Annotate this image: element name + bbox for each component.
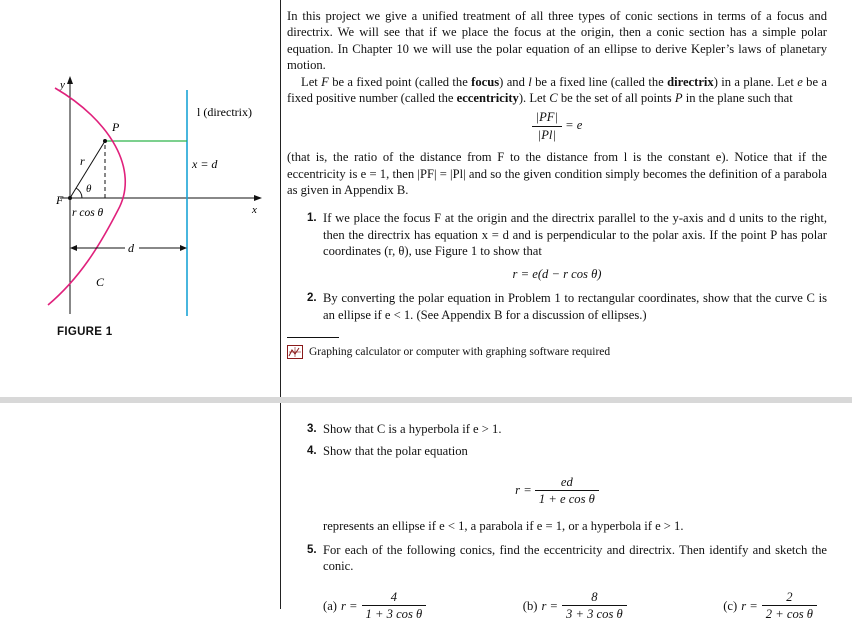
point-p-dot bbox=[103, 139, 107, 143]
figure-1-diagram bbox=[0, 0, 280, 320]
problem-4-equation bbox=[287, 474, 827, 508]
theta-label: θ bbox=[86, 183, 92, 195]
ratio-fraction bbox=[532, 109, 562, 143]
subpart-c bbox=[723, 589, 817, 623]
footnote bbox=[287, 344, 827, 360]
subpart-c-lhs: r = bbox=[741, 598, 758, 613]
page-2-text bbox=[287, 421, 827, 623]
problem-5-subparts bbox=[287, 589, 827, 623]
footnote-rule bbox=[287, 337, 339, 338]
y-axis-label: y bbox=[60, 79, 65, 91]
problem-4-fraction bbox=[535, 474, 599, 508]
subpart-b-fraction bbox=[562, 589, 627, 623]
graphing-calculator-icon bbox=[287, 345, 303, 359]
focus-dot bbox=[68, 196, 72, 200]
theta-arc bbox=[76, 188, 82, 198]
subpart-b-denominator: 3 + 3 cos θ bbox=[566, 607, 623, 622]
subpart-b-label: (b) bbox=[522, 598, 538, 613]
problem-2-number: 2. bbox=[307, 292, 317, 305]
x-equals-d-label: x = d bbox=[192, 157, 218, 171]
problem-4-after: represents an ellipse if e < 1, a parabola if e = 1, or a hyperbola if e > 1. bbox=[323, 518, 684, 533]
x-axis-arrow-icon bbox=[254, 195, 262, 201]
column-divider-2 bbox=[280, 403, 281, 609]
problem-3 bbox=[287, 421, 827, 437]
intro-paragraph: In this project we give a unified treatment of all three types of conic sections in terms of a focus and directrix. We will see that if we place the focus at the origin, then a conic section has a simple polar equation. In Chapter 10 we will use the polar equation of an ellipse to derive Kepler’s laws of planetary motion. bbox=[287, 9, 827, 73]
problem-4-text: Show that the polar equation bbox=[323, 444, 468, 459]
curve-c-label: C bbox=[96, 275, 105, 289]
ratio-rhs: = e bbox=[565, 118, 583, 133]
subpart-a-denominator: 1 + 3 cos θ bbox=[365, 607, 423, 622]
ratio-numerator: |PF| bbox=[532, 109, 562, 126]
problem-1 bbox=[287, 210, 827, 259]
y-axis-arrow-icon bbox=[67, 76, 73, 84]
focus-f-label: F bbox=[56, 193, 64, 207]
r-label: r bbox=[80, 154, 85, 168]
problem-3-number: 3. bbox=[307, 423, 317, 435]
subpart-b bbox=[523, 589, 627, 623]
after-ratio-paragraph: (that is, the ratio of the distance from F to the distance from l is the constant e). Notice that if the eccentricity is e = 1, then |PF| = |Pl| and so the given condition simply becomes the definition of a parabola as given in Appendix B. bbox=[287, 150, 827, 198]
problem-5-number: 5. bbox=[307, 544, 317, 557]
directrix-label: l (directrix) bbox=[197, 105, 252, 119]
subpart-a bbox=[323, 589, 426, 623]
subpart-b-lhs: r = bbox=[541, 598, 559, 613]
problem-2 bbox=[287, 290, 827, 323]
subpart-a-label: (a) bbox=[323, 598, 337, 613]
subpart-c-fraction bbox=[762, 589, 817, 623]
column-divider bbox=[280, 0, 281, 397]
problem-2-text: By converting the polar equation in Problem 1 to rectangular coordinates, show that the curve C is an ellipse if e < 1. (See Appendix B for a discussion of ellipses.) bbox=[323, 291, 827, 322]
footnote-text: Graphing calculator or computer with graphing software required bbox=[309, 345, 611, 358]
d-label: d bbox=[128, 241, 134, 255]
problem-1-equation: r = e(d − r cos θ) bbox=[512, 266, 602, 281]
problem-1-number: 1. bbox=[307, 212, 317, 225]
problem-1-text: If we place the focus F at the origin and the directrix parallel to the y-axis and d units to the right, then the directrix has equation x = d and is perpendicular to the polar axis. If the point P has polar coordinates (r, θ), use Figure 1 to show that bbox=[323, 211, 827, 259]
subpart-a-lhs: r = bbox=[340, 598, 358, 613]
point-p-label: P bbox=[112, 120, 120, 134]
subpart-b-numerator: 8 bbox=[562, 589, 627, 606]
subpart-c-denominator: 2 + cos θ bbox=[765, 607, 813, 622]
eccentricity-ratio bbox=[287, 109, 827, 143]
subpart-c-label: (c) bbox=[723, 598, 738, 613]
x-axis-label: x bbox=[252, 204, 257, 216]
d-arrow-right-icon bbox=[180, 245, 187, 251]
problem-5-text: For each of the following conics, find the eccentricity and directrix. Then identify and sketch the conic. bbox=[323, 543, 827, 574]
definition-paragraph: Let F be a fixed point (called the focus) and l be a fixed line (called the directrix) in a plane. Let e be a fixed positive number (called the eccentricity). Let C be the set of all points P in the plane such that bbox=[287, 74, 827, 106]
page-2 bbox=[0, 403, 852, 622]
d-arrow-left-icon bbox=[70, 245, 77, 251]
r-cos-label: r cos θ bbox=[72, 207, 104, 219]
problem-4-numerator: ed bbox=[535, 474, 599, 491]
subpart-a-fraction bbox=[362, 589, 427, 623]
problem-5 bbox=[287, 542, 827, 575]
main-text bbox=[287, 8, 827, 360]
figure-label: FIGURE 1 bbox=[57, 326, 113, 338]
subpart-c-numerator: 2 bbox=[762, 589, 817, 606]
problem-4 bbox=[287, 443, 827, 459]
subpart-a-numerator: 4 bbox=[362, 589, 427, 606]
problem-3-text: Show that C is a hyperbola if e > 1. bbox=[323, 422, 502, 436]
ratio-denominator: |Pl| bbox=[537, 127, 556, 142]
problem-4-lhs: r = bbox=[515, 482, 532, 497]
problem-4-number: 4. bbox=[307, 445, 317, 458]
problem-4-denominator: 1 + e cos θ bbox=[538, 492, 595, 507]
